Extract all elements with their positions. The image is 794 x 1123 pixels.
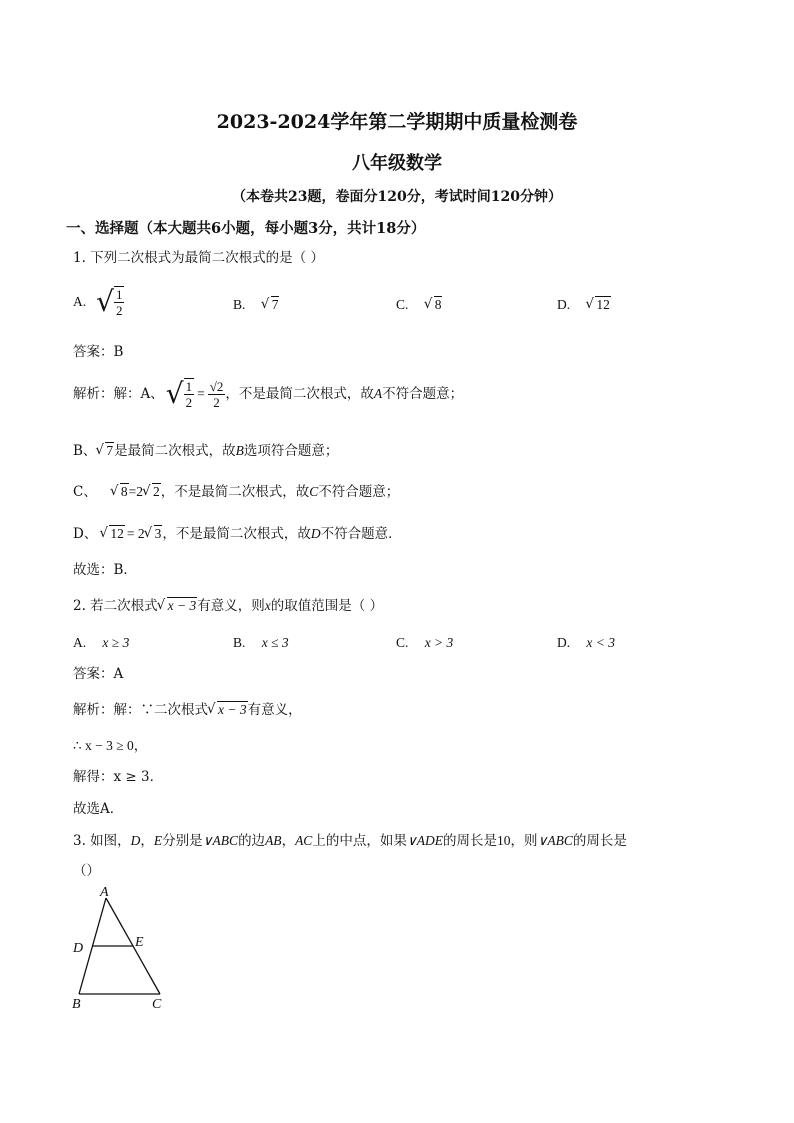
comma: ， [140, 833, 154, 849]
q1-option-a-sqrt [96, 286, 124, 318]
fraction-numerator: 1 [185, 379, 193, 394]
solution-text: ，不是最简二次根式，故 [225, 386, 374, 402]
q2-option-d-expr: x < 3 [586, 635, 616, 650]
solution-prefix: B、 [73, 443, 97, 459]
label-d: D [73, 941, 84, 956]
q1-option-c [396, 296, 442, 314]
option-variable: D [310, 526, 321, 541]
q1-answer: 答案：B [73, 344, 124, 360]
solution-text-end: 不符合题意； [382, 386, 464, 402]
stem-text: 有意义，则 [197, 598, 265, 614]
q1-option-a-fraction [114, 286, 125, 318]
q1-option-b-letter: B. [233, 297, 246, 312]
fraction-denominator: 2 [185, 395, 193, 410]
q2-option-a-expr: x ≥ 3 [102, 635, 130, 650]
sqrt [96, 442, 114, 460]
q1-option-c-sqrt [425, 296, 443, 314]
option-variable: C [309, 484, 319, 499]
q2-option-d [557, 634, 615, 652]
result-fraction [208, 379, 226, 410]
option-variable: A [373, 386, 383, 401]
solution-text-end: 不符合题意； [318, 484, 400, 500]
radicand: 12 [596, 297, 610, 312]
q2-option-c-letter: C. [396, 635, 409, 650]
q1-solution-b [73, 442, 338, 460]
solution-prefix: 解析：解：∵二次根式 [73, 702, 208, 718]
stem-prefix: 3. 如图， [73, 833, 131, 849]
radical-sign: √ [165, 377, 184, 410]
sqrt [111, 483, 129, 501]
radicand: 7 [271, 297, 279, 312]
stem-text: 的周长是 [442, 833, 497, 849]
q1-option-d-sqrt [586, 296, 611, 314]
solution-text-end: 不符合题意． [320, 526, 402, 542]
q2-option-a-letter: A. [73, 635, 87, 650]
radicand: x − 3 [218, 702, 247, 717]
stem-text: 的边 [238, 833, 266, 849]
exam-info: （本卷共23题，卷面分120分，考试时间120分钟） [232, 189, 562, 205]
q1-option-d-letter: D. [557, 297, 571, 312]
point-d: D [130, 833, 141, 848]
radicand: x − 3 [167, 598, 197, 613]
q3-stem-line2: （） [73, 863, 100, 879]
solution-text: ，不是最简二次根式，故 [160, 484, 310, 500]
q1-option-c-letter: C. [396, 297, 409, 312]
q1-option-d [557, 296, 611, 314]
solution-prefix: D、 [73, 526, 98, 542]
sqrt [208, 701, 248, 719]
q1-solution-d [73, 525, 402, 543]
q2-option-d-letter: D. [557, 635, 571, 650]
perimeter-value: 10 [496, 833, 511, 848]
triangle-ade: ∨ADE [406, 833, 443, 848]
radical-sign: √ [96, 285, 114, 318]
radicand: 8 [120, 484, 128, 499]
stem-text: ，则 [510, 833, 538, 849]
exam-title: 2023-2024学年第二学期期中质量检测卷 [216, 111, 578, 133]
variable: x [264, 598, 271, 613]
q1-solution-c [73, 483, 399, 501]
radicand: 2 [152, 484, 160, 499]
q2-solution [73, 701, 302, 719]
fraction [184, 378, 195, 410]
point-e: E [153, 833, 163, 848]
solution-text: ，不是最简二次根式，故 [162, 526, 311, 542]
q2-option-c-expr: x > 3 [424, 635, 454, 650]
label-b: B [72, 997, 81, 1010]
solution-prefix: C、 [73, 484, 97, 500]
comma: ， [281, 833, 296, 849]
fraction-numerator: √2 [209, 378, 224, 394]
segment-ab: AB [265, 833, 282, 848]
radicand: 7 [106, 443, 114, 458]
label-e: E [135, 935, 144, 950]
sqrt [143, 483, 161, 501]
q1-stem: 1. 下列二次根式为最简二次根式的是（ ） [73, 250, 324, 266]
sqrt-fraction [166, 378, 194, 410]
q2-stem [73, 597, 383, 615]
q2-option-b-letter: B. [233, 635, 246, 650]
sqrt [158, 597, 198, 615]
radicand: 12 [110, 526, 124, 541]
segment-ac: AC [295, 833, 313, 848]
q1-option-a [73, 286, 124, 318]
q1-option-a-letter: A. [73, 294, 87, 309]
option-variable: B [235, 443, 244, 458]
q1-solution-a [73, 378, 463, 410]
q2-option-b-expr: x ≤ 3 [261, 635, 289, 650]
radicand: 3 [154, 526, 162, 541]
q3-stem [73, 832, 627, 850]
q2-option-b [233, 634, 289, 652]
stem-text: 分别是 [162, 833, 203, 849]
q1-option-b-sqrt [262, 296, 280, 314]
solution-text: 有意义， [247, 702, 302, 718]
label-a: A [100, 885, 109, 900]
fraction-numerator: 1 [115, 287, 123, 302]
stem-end: 的取值范围是（ ） [270, 598, 384, 614]
exam-subtitle: 八年级数学 [352, 153, 442, 174]
stem-text: 上的中点，如果 [312, 833, 407, 849]
triangle-abc: ∨ABC [537, 833, 573, 848]
q2-step1: ∴ x − 3 ≥ 0， [73, 738, 148, 753]
stem-text: 的周长是 [572, 833, 627, 849]
equals-sign: = [197, 386, 205, 401]
equation: = 2 [126, 526, 145, 541]
q2-option-c [396, 634, 453, 652]
solution-prefix: 解析：解：A、 [73, 386, 164, 402]
fraction-denominator: 2 [213, 394, 220, 410]
q1-conclusion: 故选：B． [73, 562, 137, 578]
solution-text-end: 选项符合题意； [243, 443, 339, 459]
q1-option-b [233, 296, 279, 314]
solution-text: 是最简二次根式，故 [114, 443, 236, 459]
triangle-figure [66, 884, 176, 1010]
equation: =2 [128, 484, 143, 499]
q2-conclusion: 故选A． [73, 801, 124, 817]
stem-prefix: 2. 若二次根式 [73, 598, 158, 614]
triangle-abc: ∨ABC [202, 833, 239, 848]
q2-step2: 解得：x ≥ 3． [73, 769, 164, 785]
label-c: C [152, 997, 162, 1010]
sqrt [145, 525, 163, 543]
q2-answer: 答案：A [73, 666, 124, 682]
q2-option-a [73, 634, 129, 652]
radicand: 8 [434, 297, 442, 312]
fraction-denominator: 2 [115, 303, 123, 318]
sqrt [100, 525, 125, 543]
section-heading: 一、选择题（本大题共6小题，每小题3分，共计18分） [66, 220, 426, 237]
